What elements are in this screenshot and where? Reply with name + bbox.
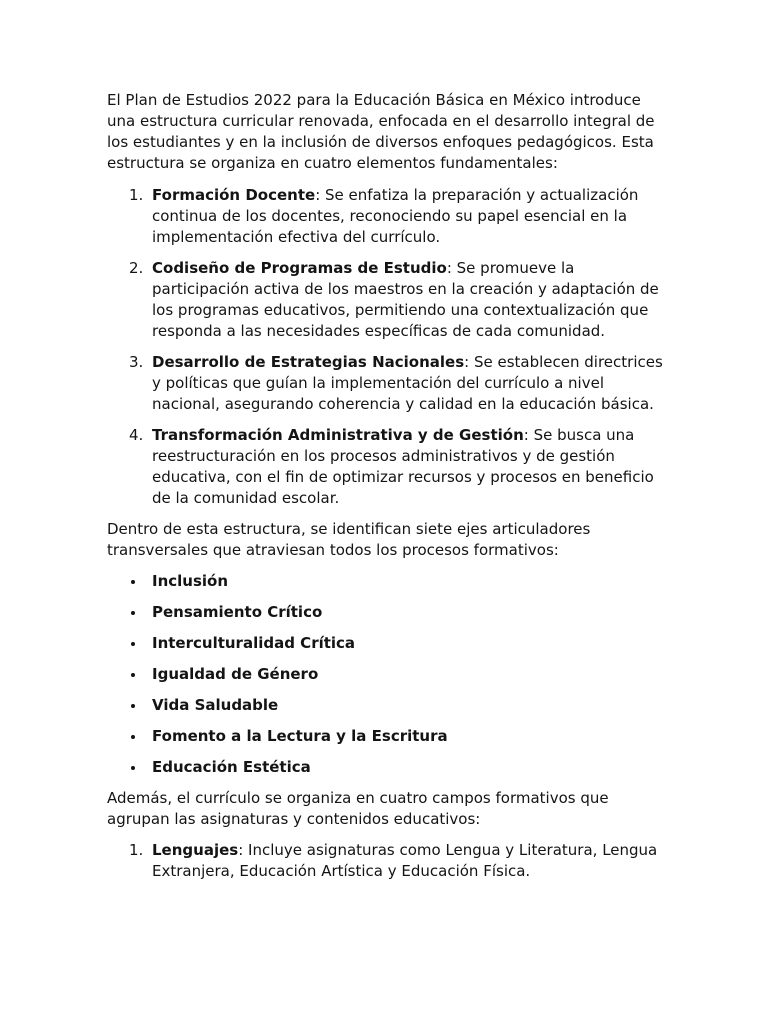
eje-item [107, 695, 663, 716]
bullet-icon [131, 673, 135, 677]
eje-item [107, 571, 663, 592]
bullet-icon [131, 580, 135, 584]
bullet-icon [131, 735, 135, 739]
elemento-text: : Se promueve la participación activa de los maestros en la creación y adaptación de los programas educativos, permitiendo una contextualización que responda a las necesidades específicas de cada comunidad. [152, 259, 659, 340]
elemento-title: Transformación Administrativa y de Gestión [152, 426, 524, 444]
elemento-text: : Se busca una reestructuración en los procesos administrativos y de gestión educativa, con el fin de optimizar recursos y procesos en beneficio de la comunidad escolar. [152, 426, 654, 507]
campo-item [107, 840, 663, 882]
list-number: 3. [129, 353, 144, 371]
eje-label: Pensamiento Crítico [152, 603, 323, 621]
elemento-text: : Se establecen directrices y políticas que guían la implementación del currículo a nivel nacional, asegurando coherencia y calidad en la educación básica. [152, 353, 663, 413]
elemento-item [107, 425, 663, 509]
ejes-intro-paragraph: Dentro de esta estructura, se identifican siete ejes articuladores transversales que atraviesan todos los procesos formativos: [107, 520, 591, 559]
bullet-icon [131, 704, 135, 708]
list-number: 2. [129, 259, 144, 277]
campos-intro-paragraph: Además, el currículo se organiza en cuatro campos formativos que agrupan las asignaturas y contenidos educativos: [107, 789, 609, 828]
eje-label: Interculturalidad Crítica [152, 634, 356, 652]
elemento-title: Formación Docente [152, 186, 316, 204]
eje-label: Vida Saludable [152, 696, 279, 714]
ejes-list [107, 571, 663, 778]
document-body [107, 90, 663, 892]
bullet-icon [131, 611, 135, 615]
elemento-title: Desarrollo de Estrategias Nacionales [152, 353, 465, 371]
campo-text: : Incluye asignaturas como Lengua y Literatura, Lengua Extranjera, Educación Artística y Educación Física. [152, 841, 658, 880]
eje-item [107, 633, 663, 654]
eje-label: Igualdad de Género [152, 665, 319, 683]
intro-paragraph: El Plan de Estudios 2022 para la Educación Básica en México introduce una estructura curricular renovada, enfocada en el desarrollo integral de los estudiantes y en la inclusión de diversos enfoques pedagógicos. Esta estructura se organiza en cuatro elementos fundamentales: [107, 91, 655, 172]
eje-item [107, 602, 663, 623]
eje-item [107, 757, 663, 778]
elemento-item [107, 352, 663, 415]
list-number: 1. [129, 841, 144, 859]
elemento-text: : Se enfatiza la preparación y actualización continua de los docentes, reconociendo su papel esencial en la implementación efectiva del currículo. [152, 186, 639, 246]
eje-label: Fomento a la Lectura y la Escritura [152, 727, 448, 745]
list-number: 4. [129, 426, 144, 444]
eje-label: Educación Estética [152, 758, 311, 776]
bullet-icon [131, 642, 135, 646]
eje-item [107, 726, 663, 747]
eje-item [107, 664, 663, 685]
eje-label: Inclusión [152, 572, 229, 590]
bullet-icon [131, 766, 135, 770]
elemento-item [107, 185, 663, 248]
elementos-list [107, 185, 663, 509]
elemento-title: Codiseño de Programas de Estudio [152, 259, 447, 277]
campo-title: Lenguajes [152, 841, 239, 859]
list-number: 1. [129, 186, 144, 204]
campos-list [107, 840, 663, 882]
elemento-item [107, 258, 663, 342]
